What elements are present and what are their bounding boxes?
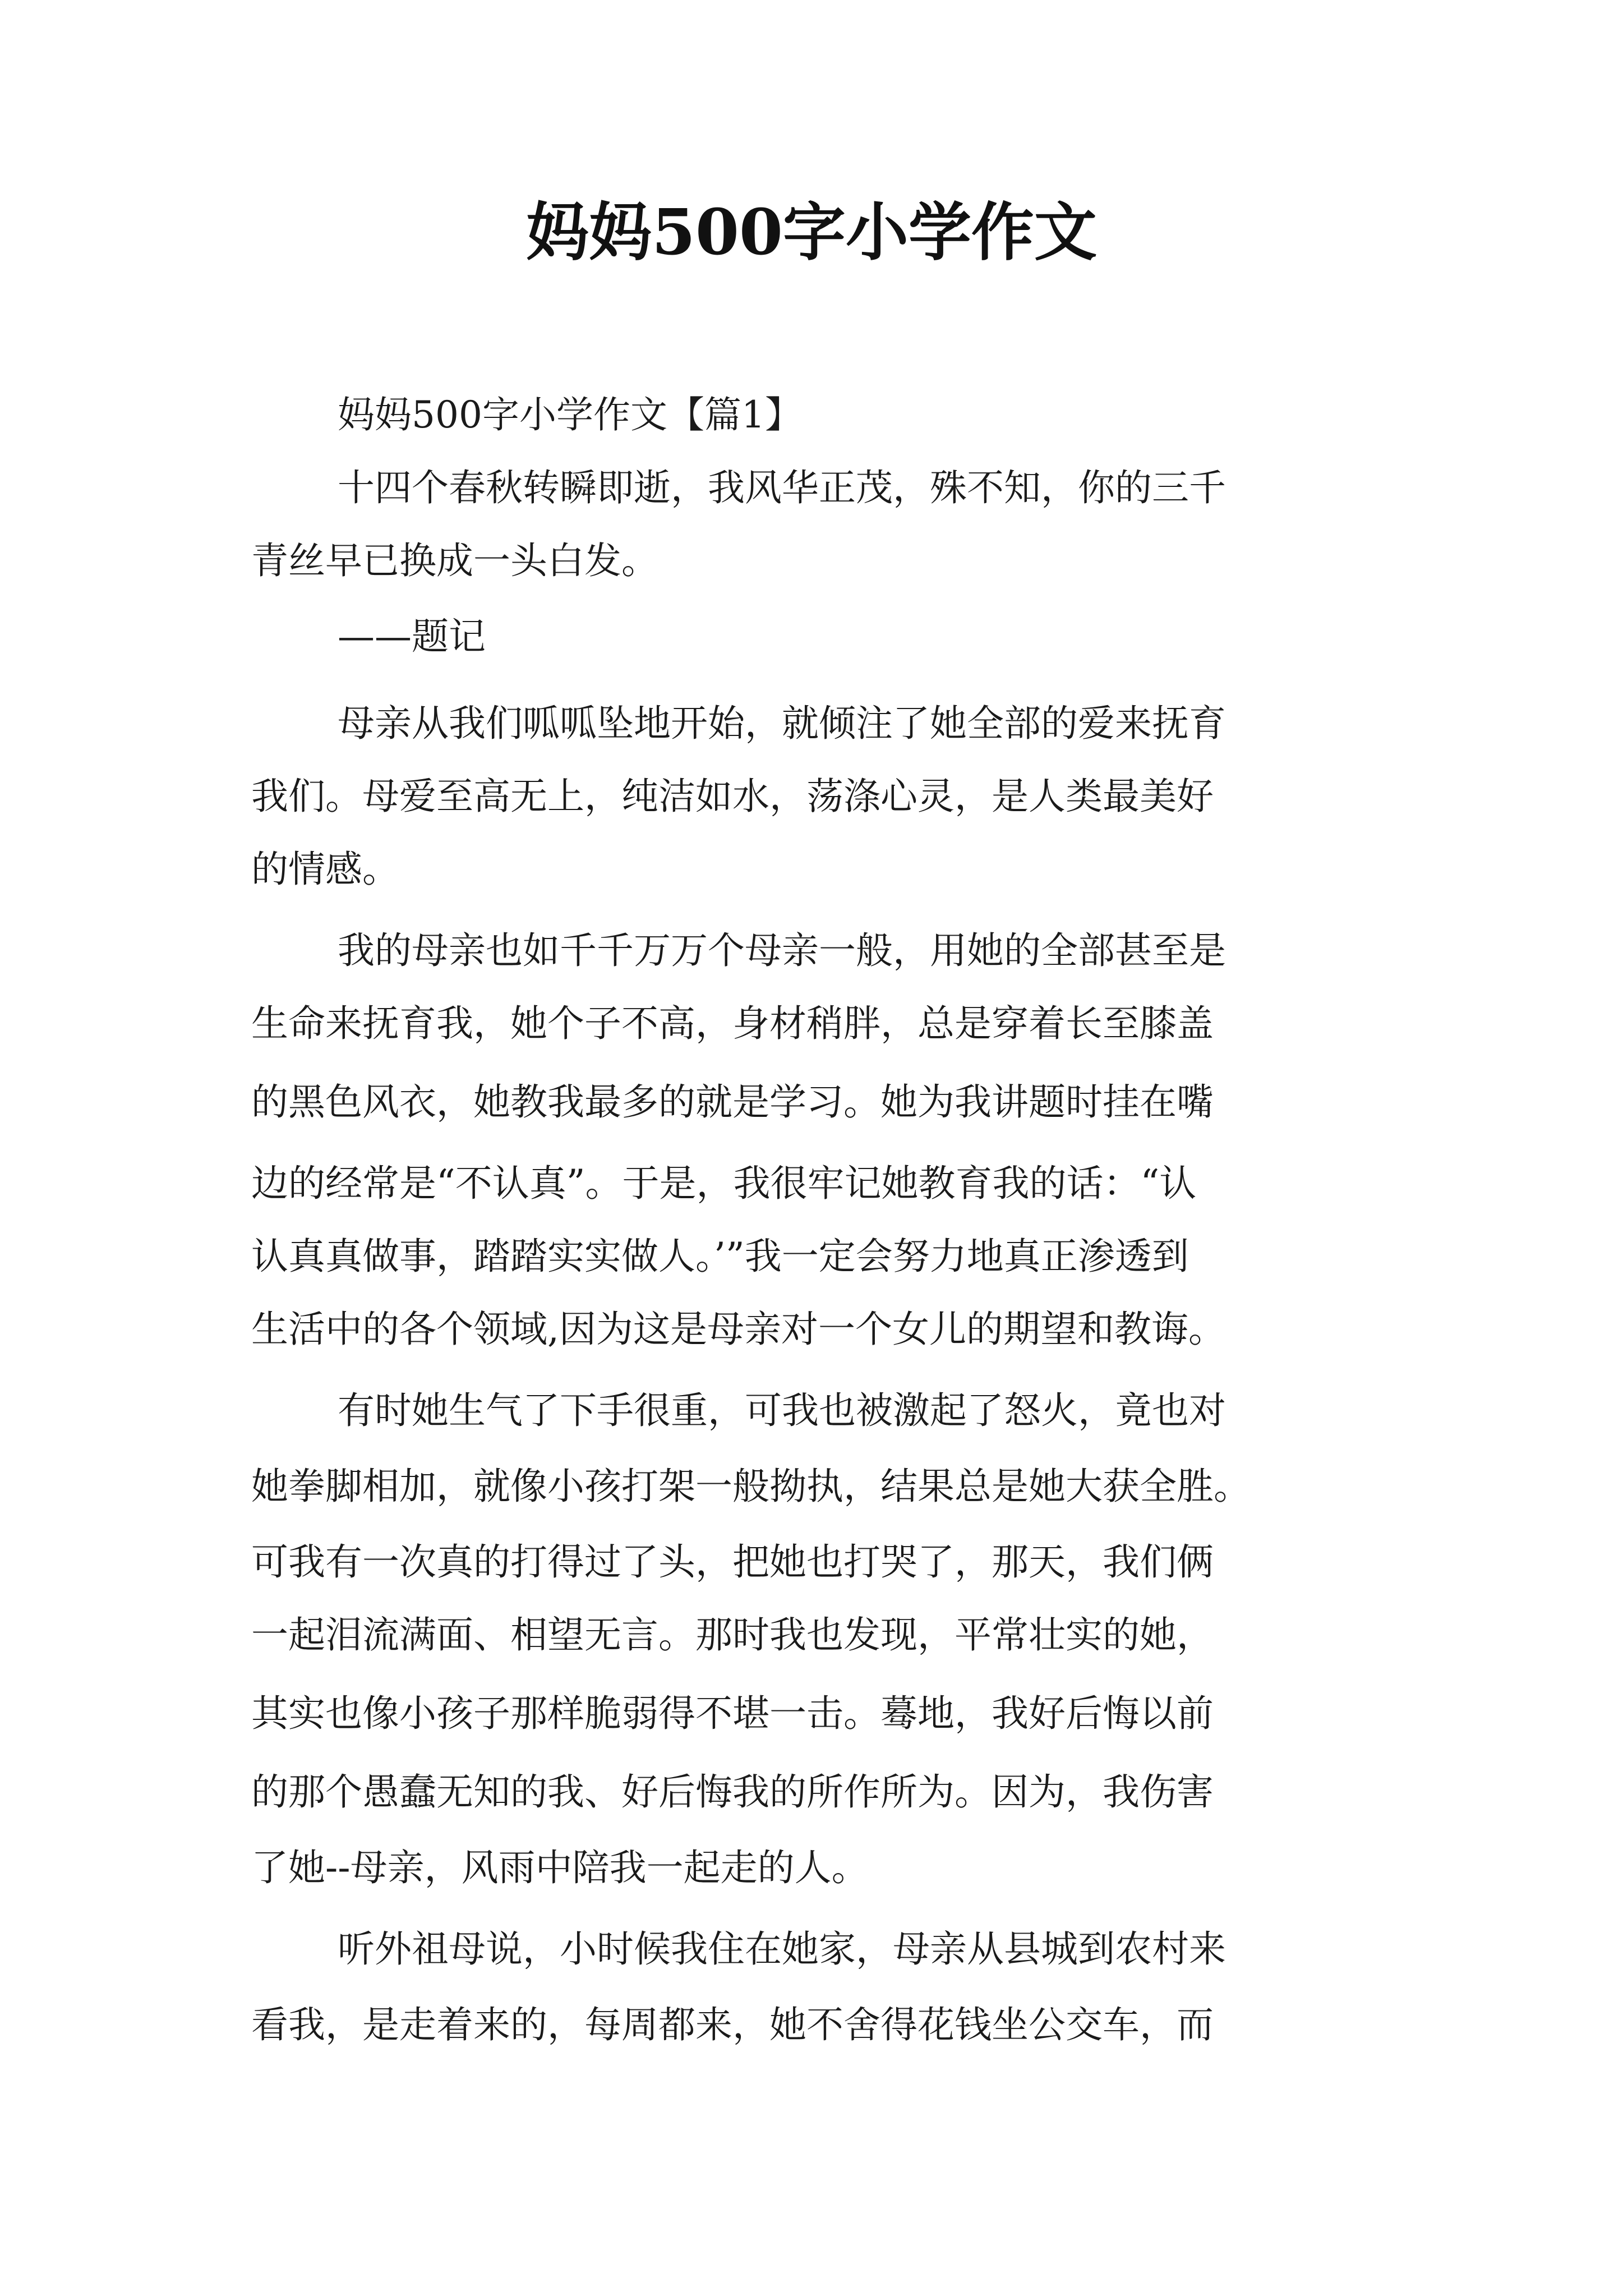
paragraph-line: 的情感。	[251, 848, 399, 891]
paragraph-line: 有时她生气了下手很重，可我也被激起了怒火，竟也对	[338, 1389, 1226, 1432]
document-title: 妈妈500字小学作文	[526, 196, 1097, 269]
paragraph-line: 我的母亲也如千千万万个母亲一般，用她的全部甚至是	[338, 929, 1226, 972]
paragraph-line: 的那个愚蠢无知的我、好后悔我的所作所为。因为，我伤害	[251, 1770, 1214, 1814]
paragraph-line: 十四个春秋转瞬即逝，我风华正茂，殊不知，你的三千	[338, 466, 1226, 509]
paragraph-line: 的黑色风衣，她教我最多的就是学习。她为我讲题时挂在嘴	[251, 1080, 1214, 1124]
paragraph-line: 生命来抚育我，她个子不高，身材稍胖，总是穿着长至膝盖	[251, 1002, 1214, 1045]
section-heading: 妈妈500字小学作文【篇1】	[338, 393, 802, 436]
paragraph-line: 可我有一次真的打得过了头，把她也打哭了，那天，我们俩	[251, 1540, 1214, 1584]
paragraph-line: 我们。母爱至高无上，纯洁如水，荡涤心灵，是人类最美好	[251, 775, 1214, 818]
paragraph-line: 青丝早已换成一头白发。	[251, 539, 658, 582]
paragraph-line: ——题记	[338, 615, 486, 658]
paragraph-line: 了她--母亲，风雨中陪我一起走的人。	[251, 1846, 869, 1889]
paragraph-line: 边的经常是“不认真”。于是，我很牢记她教育我的话：“认	[251, 1162, 1197, 1205]
paragraph-line: 母亲从我们呱呱坠地开始，就倾注了她全部的爱来抚育	[338, 702, 1226, 745]
paragraph-line: 认真真做事，踏踏实实做人。’”我一定会努力地真正渗透到	[251, 1235, 1189, 1278]
paragraph-line: 一起泪流满面、相望无言。那时我也发现，平常壮实的她，	[251, 1613, 1214, 1657]
paragraph-line: 听外祖母说，小时候我住在她家，母亲从县城到农村来	[338, 1927, 1226, 1971]
paragraph-line: 其实也像小孩子那样脆弱得不堪一击。蓦地，我好后悔以前	[251, 1692, 1214, 1735]
paragraph-line: 她拳脚相加，就像小孩打架一般拗执，结果总是她大获全胜。	[251, 1465, 1251, 1508]
paragraph-line: 看我，是走着来的，每周都来，她不舍得花钱坐公交车，而	[251, 2003, 1214, 2046]
paragraph-line: 生活中的各个领域,因为这是母亲对一个女儿的期望和教诲。	[251, 1308, 1225, 1351]
